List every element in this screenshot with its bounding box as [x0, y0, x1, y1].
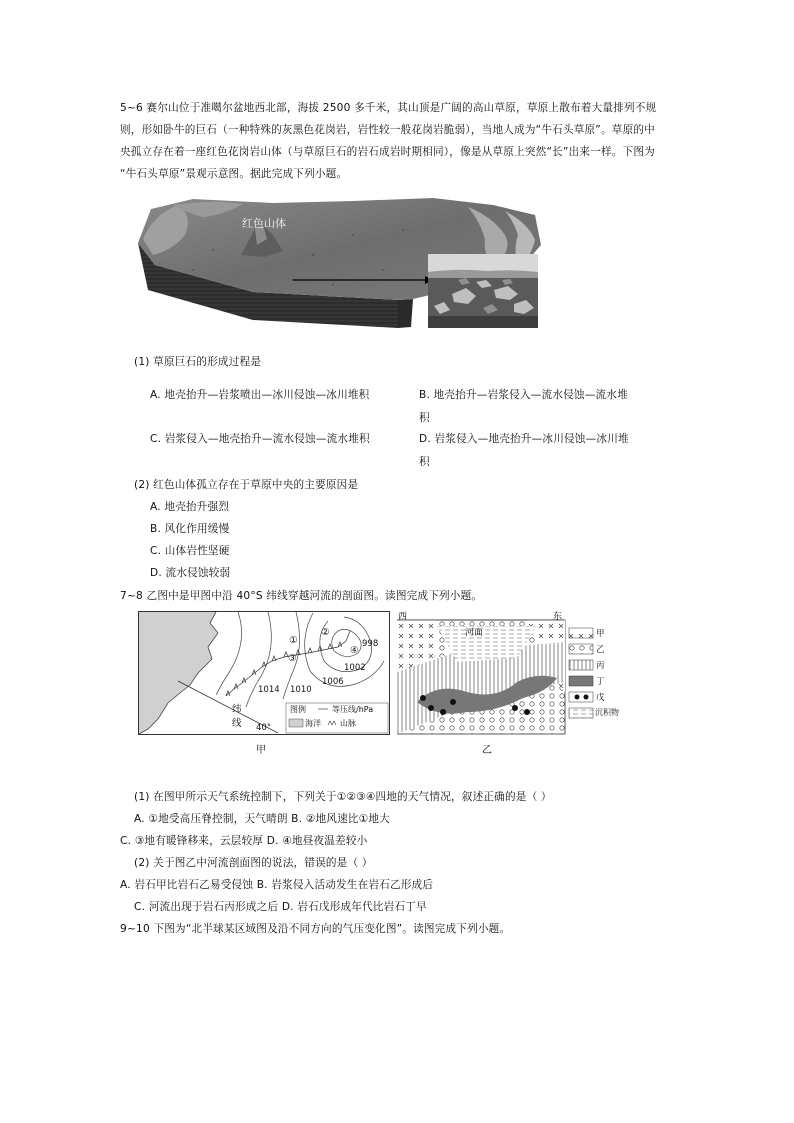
legend-rock-bing: 丙	[596, 661, 605, 671]
latitude-value: 40°	[256, 723, 272, 733]
isobar-1014: 1014	[258, 685, 280, 695]
isobar-1006: 1006	[322, 677, 344, 687]
q56-q1-option-d: D. 岩浆侵入—地壳抬升—冰川侵蚀—冰川堆	[419, 433, 629, 445]
q56-q2-stem: (2) 红色山体孤立存在于草原中央的主要原因是	[134, 479, 359, 491]
q78-q2-options-ab: A. 岩石甲比岩石乙易受侵蚀 B. 岩浆侵入活动发生在岩石乙形成后	[120, 879, 434, 891]
legend-sea: 海洋	[305, 719, 321, 728]
section-caption: 乙	[482, 745, 492, 756]
map-jia	[138, 611, 390, 735]
q56-q1-option-b-cont: 积	[419, 412, 430, 424]
legend-rock-ding: 丁	[596, 677, 605, 687]
q56-intro-line-1: 5~6 赛尔山位于准噶尔盆地西北部，海拔 2500 多千米，其山顶是广阔的高山草原，草原上散布着大量排列不规	[120, 102, 657, 114]
q78-q2-stem: (2) 关于图乙中河流剖面图的说法，错误的是（ ）	[134, 857, 373, 869]
isobar-1002: 1002	[344, 663, 366, 673]
q56-q1-stem: (1) 草原巨石的形成过程是	[134, 356, 262, 368]
q56-q2-option-a: A. 地壳抬升强烈	[150, 501, 230, 513]
map-point-3: ③	[288, 653, 297, 664]
legend-isobar: 等压线/hPa	[332, 705, 374, 714]
legend-rock-wu: 戊	[596, 693, 605, 703]
q78-q1-stem: (1) 在图甲所示天气系统控制下，下列关于①②③④四地的天气情况，叙述正确的是（ ）	[134, 791, 552, 803]
section-river: 河面	[465, 628, 484, 638]
q56-q2-option-c: C. 山体岩性坚硬	[150, 545, 230, 557]
q56-intro-line-3: 央孤立存在着一座红色花岗岩山体（与草原巨石的岩石成岩时期相同），像是从草原上突然“长”出来一样。下图为	[120, 146, 655, 158]
q56-q1-option-d-cont: 积	[419, 456, 430, 468]
river-cross-section	[397, 612, 627, 736]
q78-q2-options-cd: C. 河流出现于岩石丙形成之后 D. 岩石戊形成年代比岩石丁早	[134, 901, 427, 913]
q56-q1-option-c: C. 岩浆侵入—地壳抬升—流水侵蚀—流水堆积	[150, 433, 370, 445]
legend-mountain: 山脉	[340, 719, 356, 728]
red-mountain-label: 红色山体	[242, 217, 286, 230]
map-point-1: ①	[289, 635, 298, 646]
boulder-photo	[428, 254, 538, 328]
map-point-2: ②	[321, 627, 330, 638]
isobar-1010: 1010	[290, 685, 312, 695]
q78-q1-options-ab: A. ①地受高压脊控制，天气晴朗 B. ②地风速比①地大	[134, 813, 390, 825]
legend-sediment: 沉积物	[595, 708, 619, 717]
map-point-4: ④	[350, 645, 359, 656]
q910-intro: 9~10 下图为“北半球某区域图及沿不同方向的气压变化图”。读图完成下列小题。	[120, 923, 511, 935]
q56-q2-option-d: D. 流水侵蚀较弱	[150, 567, 231, 579]
isobar-998: 998	[362, 639, 379, 649]
q56-q2-option-b: B. 风化作用缓慢	[150, 523, 230, 535]
q56-q1-option-a: A. 地壳抬升—岩浆喷出—冰川侵蚀—冰川堆积	[150, 389, 370, 401]
latitude-label-wei: 纬	[232, 704, 242, 715]
legend-title: 图例	[290, 705, 306, 714]
legend-rock-yi: 乙	[596, 645, 605, 655]
map-jia-caption: 甲	[256, 745, 266, 756]
q56-q1-option-b: B. 地壳抬升—岩浆侵入—流水侵蚀—流水堆	[419, 389, 628, 401]
latitude-label-xian: 线	[232, 718, 242, 729]
legend-rock-jia: 甲	[596, 629, 605, 639]
section-west: 西	[398, 612, 408, 622]
section-east: 东	[553, 612, 563, 622]
q56-intro-line-4: “牛石头草原”景观示意图。据此完成下列小题。	[120, 168, 348, 180]
q56-intro-line-2: 则，形如卧牛的巨石（一种特殊的灰黑色花岗岩，岩性较一般花岗岩脆弱），当地人成为“牛石头草原”。草原的中	[120, 124, 655, 136]
q78-q1-options-cd: C. ③地有暖锋移来，云层较厚 D. ④地昼夜温差较小	[120, 835, 368, 847]
q78-intro: 7~8 乙图中是甲图中沿 40°S 纬线穿越河流的剖面图。读图完成下列小题。	[120, 590, 483, 602]
